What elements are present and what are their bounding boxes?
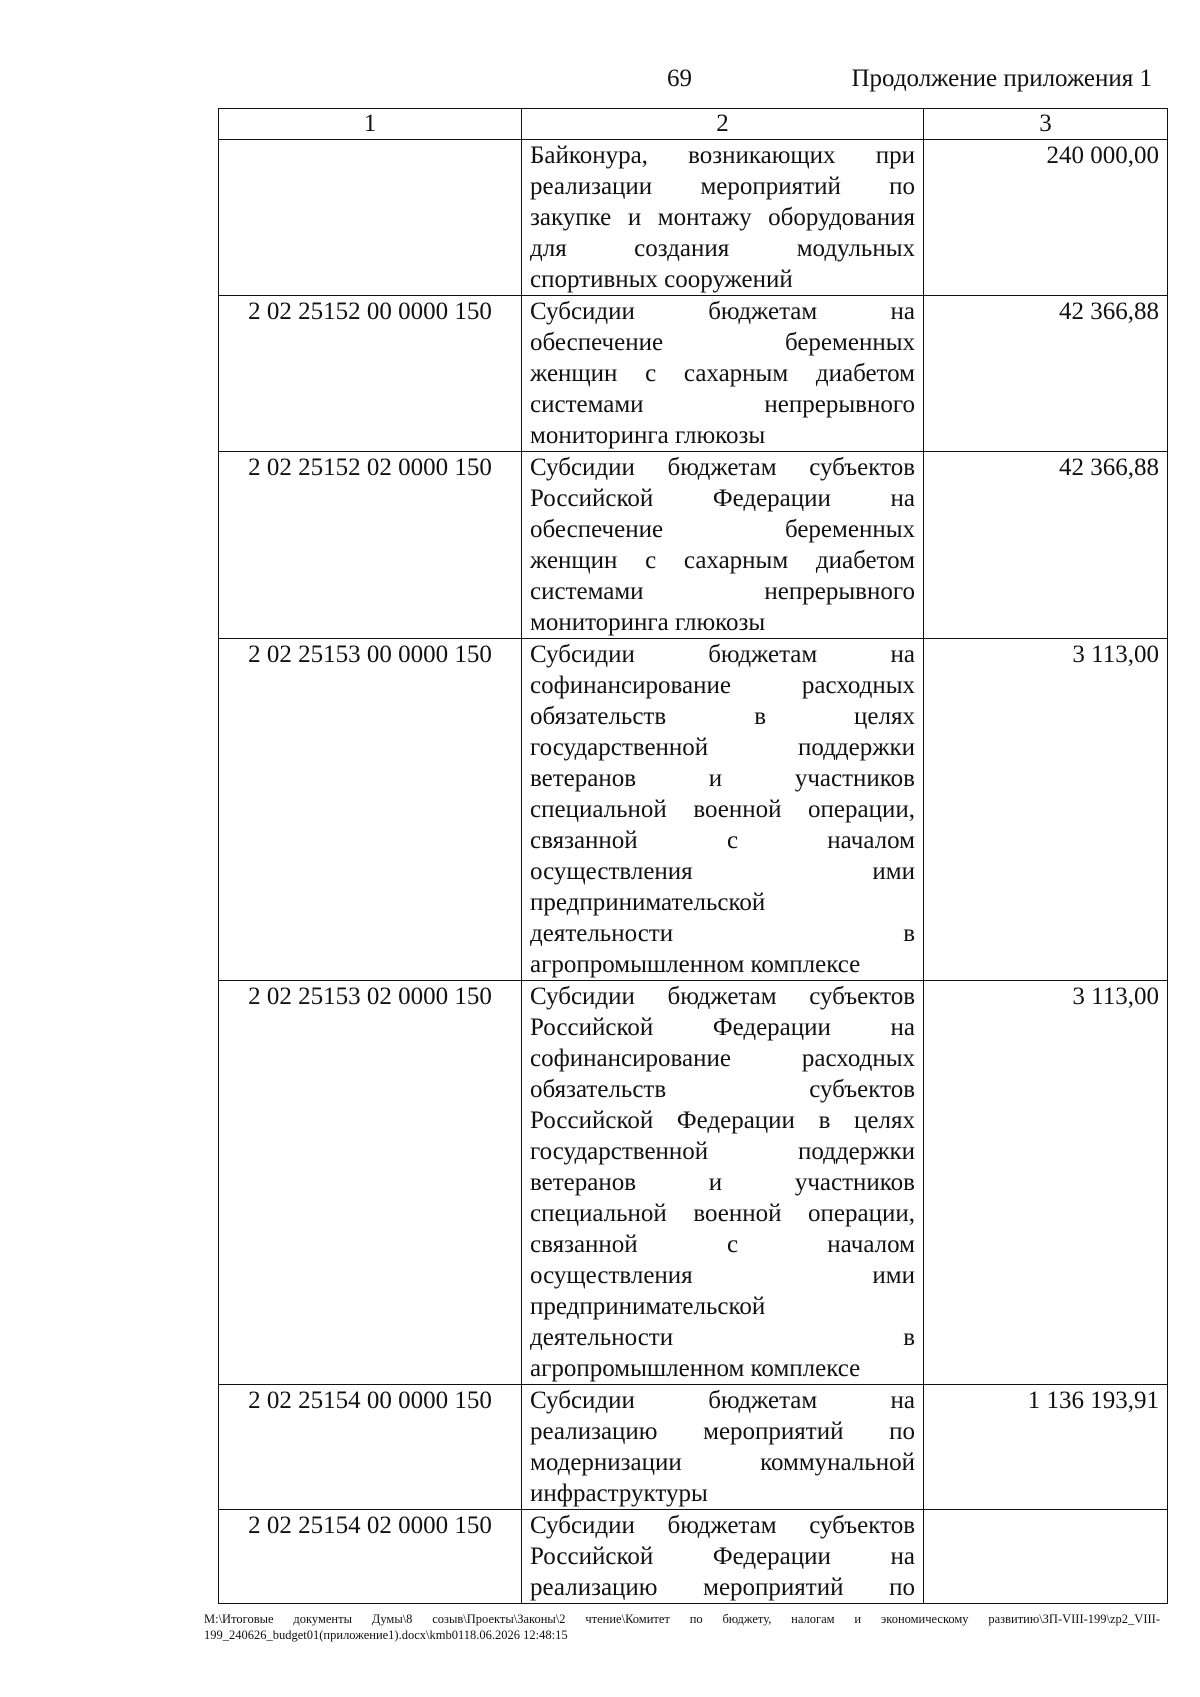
description-line: осуществления ими <box>530 858 915 885</box>
description-line: инфраструктуры <box>530 1480 708 1507</box>
description-cell <box>522 140 924 296</box>
description-line: для создания модульных <box>530 235 915 262</box>
file-path-footer: M:\Итоговые документы Думы\8 созыв\Проекты\Законы\2 чтение\Комитет по бюджету, налогам и экономическому развитию\ЗП-VIII-199\zp2_VIII-199_240626_budget01(приложение1).docx\kmb0118.06.2026 12:48:15 <box>204 1612 1160 1642</box>
table-row <box>219 296 1168 452</box>
amount-cell: 42 366,88 <box>924 296 1168 452</box>
description-line: Российской Федерации на <box>530 485 915 512</box>
description-line: ветеранов и участников <box>530 1169 915 1196</box>
table-row <box>219 639 1168 981</box>
description-line: связанной с началом <box>530 827 915 854</box>
description-line: Субсидии бюджетам на <box>530 641 915 668</box>
description-line: Российской Федерации на <box>530 1014 915 1041</box>
description-line: мониторинга глюкозы <box>530 422 766 449</box>
description-line: специальной военной операции, <box>530 1200 915 1227</box>
description-line: Субсидии бюджетам субъектов <box>530 454 915 481</box>
amount-cell: 240 000,00 <box>924 140 1168 296</box>
description-line: мониторинга глюкозы <box>530 609 766 636</box>
table-row <box>219 1385 1168 1510</box>
column-header: 3 <box>924 109 1168 140</box>
description-line: Субсидии бюджетам субъектов <box>530 983 915 1010</box>
amount-cell: 42 366,88 <box>924 452 1168 639</box>
table-row <box>219 981 1168 1385</box>
table-row <box>219 452 1168 639</box>
amount-cell: 1 136 193,91 <box>924 1385 1168 1510</box>
description-line: осуществления ими <box>530 1262 915 1289</box>
description-line: закупке и монтажу оборудования <box>530 204 915 231</box>
table-row <box>219 1510 1168 1604</box>
budget-code-cell <box>219 140 522 296</box>
description-line: женщин с сахарным диабетом <box>530 360 915 387</box>
budget-code-cell: 2 02 25154 02 0000 150 <box>219 1510 522 1604</box>
amount-cell <box>924 1510 1168 1604</box>
description-line: ветеранов и участников <box>530 765 915 792</box>
budget-code-cell: 2 02 25154 00 0000 150 <box>219 1385 522 1510</box>
description-line: системами непрерывного <box>530 578 915 605</box>
description-line: государственной поддержки <box>530 734 915 761</box>
description-line: Байконура, возникающих при <box>530 142 915 169</box>
description-line: Российской Федерации в целях <box>530 1107 915 1134</box>
description-line: обязательств в целях <box>530 703 915 730</box>
description-line: реализацию мероприятий по <box>530 1574 915 1601</box>
description-line: обеспечение беременных <box>530 516 915 543</box>
description-line: реализацию мероприятий по <box>530 1418 915 1445</box>
description-line: агропромышленном комплексе <box>530 1355 861 1382</box>
description-line: системами непрерывного <box>530 391 915 418</box>
description-line: Субсидии бюджетам на <box>530 298 915 325</box>
description-cell <box>522 1510 924 1604</box>
description-line: деятельности в <box>530 1324 915 1351</box>
description-cell <box>522 1385 924 1510</box>
description-line: деятельности в <box>530 920 915 947</box>
description-line: софинансирование расходных <box>530 672 915 699</box>
description-line: специальной военной операции, <box>530 796 915 823</box>
table-row <box>219 140 1168 296</box>
budget-code-cell: 2 02 25153 00 0000 150 <box>219 639 522 981</box>
description-line: спортивных сооружений <box>530 266 793 293</box>
description-line: агропромышленном комплексе <box>530 951 861 978</box>
column-header: 2 <box>522 109 924 140</box>
description-line: связанной с началом <box>530 1231 915 1258</box>
description-line: Российской Федерации на <box>530 1543 915 1570</box>
budget-code-cell: 2 02 25153 02 0000 150 <box>219 981 522 1385</box>
budget-code-cell: 2 02 25152 02 0000 150 <box>219 452 522 639</box>
description-line: предпринимательской <box>530 889 766 916</box>
description-line: софинансирование расходных <box>530 1045 915 1072</box>
description-cell <box>522 452 924 639</box>
description-line: предпринимательской <box>530 1293 766 1320</box>
description-line: государственной поддержки <box>530 1138 915 1165</box>
description-line: Субсидии бюджетам субъектов <box>530 1512 915 1539</box>
column-header: 1 <box>219 109 522 140</box>
description-cell <box>522 639 924 981</box>
description-line: обеспечение беременных <box>530 329 915 356</box>
budget-table <box>218 108 1168 1604</box>
description-line: обязательств субъектов <box>530 1076 915 1103</box>
description-cell <box>522 296 924 452</box>
description-line: реализации мероприятий по <box>530 173 915 200</box>
amount-cell: 3 113,00 <box>924 981 1168 1385</box>
description-line: женщин с сахарным диабетом <box>530 547 915 574</box>
budget-code-cell: 2 02 25152 00 0000 150 <box>219 296 522 452</box>
description-cell <box>522 981 924 1385</box>
table-header-row <box>219 109 1168 140</box>
amount-cell: 3 113,00 <box>924 639 1168 981</box>
description-line: модернизации коммунальной <box>530 1449 915 1476</box>
description-line: Субсидии бюджетам на <box>530 1387 915 1414</box>
page-number: 69 <box>667 65 692 92</box>
continuation-title: Продолжение приложения 1 <box>851 65 1152 92</box>
